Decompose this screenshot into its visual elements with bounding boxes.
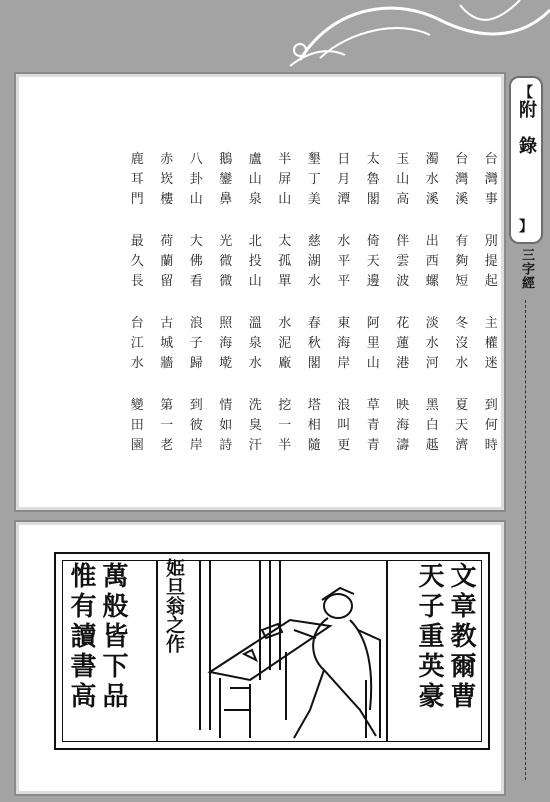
poem-character: 子	[189, 336, 203, 351]
poem-character: 邊	[366, 274, 380, 289]
poem-character: 墾	[307, 152, 321, 167]
poem-phrase	[426, 396, 439, 478]
poem-character: 花	[396, 316, 410, 331]
poem-character: 投	[248, 254, 262, 269]
poem-character: 映	[396, 398, 410, 413]
poem-character: 美	[307, 192, 321, 207]
poem-character: 青	[366, 438, 380, 453]
woodcut-divider-left	[156, 560, 158, 742]
poem-character: 山	[248, 274, 262, 289]
poem-character: 屏	[278, 172, 292, 187]
poem-character: 天	[455, 418, 469, 433]
poem-character: 山	[396, 172, 410, 187]
poem-phrase	[367, 396, 380, 478]
poem-character: 挖	[278, 398, 292, 413]
poem-character: 孤	[278, 254, 292, 269]
poem-character: 沒	[455, 336, 469, 351]
poem-phrase	[249, 150, 262, 232]
poem-character: 夏	[455, 398, 469, 413]
poem-character: 蘭	[160, 254, 174, 269]
poem-character: 魯	[366, 172, 380, 187]
poem-phrase	[190, 232, 203, 314]
poem-character: 阿	[366, 316, 380, 331]
poem-column	[447, 150, 477, 480]
poem-character: 海	[219, 336, 233, 351]
poem-character: 一	[160, 418, 174, 433]
poem-phrase	[160, 150, 173, 232]
poem-character: 水	[455, 356, 469, 371]
poem-character: 玉	[396, 152, 410, 167]
poem-phrase	[190, 396, 203, 478]
poem-phrase	[190, 150, 203, 232]
poem-character: 詩	[219, 438, 233, 453]
poem-character: 慈	[307, 234, 321, 249]
poem-character: 台	[130, 316, 144, 331]
poem-character: 灣	[484, 172, 498, 187]
poem-phrase	[426, 314, 439, 396]
poem-character: 太	[278, 234, 292, 249]
poem-character: 鵝	[219, 152, 233, 167]
poem-column	[359, 150, 389, 480]
woodcut-divider-right	[386, 560, 388, 742]
poem-character: 浪	[189, 316, 203, 331]
poem-character: 事	[484, 192, 498, 207]
poem-phrase	[131, 150, 144, 232]
poem-phrase	[278, 396, 291, 478]
poem-character: 權	[484, 336, 498, 351]
book-name: 三字經	[519, 248, 534, 290]
poem-character: 東	[337, 316, 351, 331]
poem-character: 一	[278, 418, 292, 433]
poem-character: 雲	[396, 254, 410, 269]
poem-character: 泥	[278, 336, 292, 351]
poem-character: 里	[366, 336, 380, 351]
poem-character: 迷	[484, 356, 498, 371]
poem-phrase	[190, 314, 203, 396]
poem-character: 長	[130, 274, 144, 289]
poem-character: 鑾	[219, 172, 233, 187]
poem-character: 鹿	[130, 152, 144, 167]
poem-phrase	[160, 314, 173, 396]
woodcut-signature: 姫旦翁之作	[163, 558, 185, 653]
poem-character: 耳	[130, 172, 144, 187]
poem-column	[477, 150, 507, 480]
poem-character: 汗	[248, 438, 262, 453]
poem-character: 主	[484, 316, 498, 331]
scholar-at-desk-drawing	[190, 560, 384, 740]
poem-character: 岸	[337, 356, 351, 371]
poem-phrase	[485, 314, 498, 396]
poem-column	[329, 150, 359, 480]
poem-phrase	[485, 232, 498, 314]
poem-character: 倚	[366, 234, 380, 249]
poem-column	[388, 150, 418, 480]
poem-character: 水	[248, 356, 262, 371]
poem-character: 水	[278, 316, 292, 331]
poem-character: 光	[219, 234, 233, 249]
poem-phrase	[455, 232, 468, 314]
poem-phrase	[219, 396, 232, 478]
poem-character: 閣	[366, 192, 380, 207]
poem-character: 江	[130, 336, 144, 351]
poem-phrase	[396, 150, 409, 232]
poem-character: 廠	[278, 356, 292, 371]
poem-character: 歸	[189, 356, 203, 371]
poem-character: 水	[425, 336, 439, 351]
poem-phrase	[249, 232, 262, 314]
poem-character: 時	[484, 438, 498, 453]
poem-phrase	[219, 150, 232, 232]
poem-character: 微	[219, 274, 233, 289]
poem-phrase	[396, 232, 409, 314]
poem-character: 伴	[396, 234, 410, 249]
poem-character: 黑	[425, 398, 439, 413]
poem-phrase	[426, 232, 439, 314]
poem-character: 海	[337, 336, 351, 351]
poem-character: 山	[189, 192, 203, 207]
poem-phrase	[308, 150, 321, 232]
poem-character: 春	[307, 316, 321, 331]
poem-character: 叫	[337, 418, 351, 433]
appendix-tab	[509, 76, 543, 244]
poem-character: 墘	[219, 356, 233, 371]
poem-character: 濁	[425, 152, 439, 167]
poem-character: 卦	[189, 172, 203, 187]
poem-character: 灣	[455, 172, 469, 187]
poem-character: 別	[484, 234, 498, 249]
poem-phrase	[131, 314, 144, 396]
poem-phrase	[160, 232, 173, 314]
poem-character: 水	[307, 274, 321, 289]
poem-column	[123, 150, 153, 480]
poem-phrase	[396, 314, 409, 396]
poem-character: 夠	[455, 254, 469, 269]
poem-character: 溪	[455, 192, 469, 207]
poem-phrase	[278, 150, 291, 232]
poem-character: 溪	[425, 192, 439, 207]
poem-character: 水	[337, 234, 351, 249]
poem-character: 牆	[160, 356, 174, 371]
poem-character: 西	[425, 254, 439, 269]
poem-character: 湖	[307, 254, 321, 269]
poem-phrase	[308, 314, 321, 396]
poem-phrase	[278, 314, 291, 396]
poem-column	[270, 150, 300, 480]
poem-column	[182, 150, 212, 480]
poem-column	[418, 150, 448, 480]
poem-character: 如	[219, 418, 233, 433]
poem-character: 情	[219, 398, 233, 413]
poem-character: 相	[307, 418, 321, 433]
poem-character: 秋	[307, 336, 321, 351]
poem-character: 潭	[337, 192, 351, 207]
poem-character: 佛	[189, 254, 203, 269]
poem-character: 半	[278, 438, 292, 453]
poem-character: 到	[484, 398, 498, 413]
poem-character: 臭	[248, 418, 262, 433]
poem-character: 濟	[455, 438, 469, 453]
poem-column	[211, 150, 241, 480]
poem-character: 白	[425, 418, 439, 433]
woodcut-illustration	[54, 552, 490, 750]
poem-character: 平	[337, 254, 351, 269]
poem-character: 照	[219, 316, 233, 331]
poem-character: 趆	[425, 438, 439, 453]
poem-character: 留	[160, 274, 174, 289]
poem-character: 最	[130, 234, 144, 249]
poem-column	[300, 150, 330, 480]
poem-character: 蓮	[396, 336, 410, 351]
poem-character: 台	[455, 152, 469, 167]
poem-phrase	[337, 232, 350, 314]
poem-character: 出	[425, 234, 439, 249]
poem-character: 山	[248, 172, 262, 187]
poem-character: 螺	[425, 274, 439, 289]
poem-character: 港	[396, 356, 410, 371]
poem-character: 園	[130, 438, 144, 453]
poem-phrase	[455, 314, 468, 396]
woodcut-left-line-1: 惟有讀書高	[66, 562, 96, 712]
poem-phrase	[131, 232, 144, 314]
poem-character: 半	[278, 152, 292, 167]
poem-character: 天	[366, 254, 380, 269]
appendix-title: 附錄	[516, 100, 537, 172]
poem-character: 何	[484, 418, 498, 433]
poem-character: 北	[248, 234, 262, 249]
poem-character: 月	[337, 172, 351, 187]
poem-character: 看	[189, 274, 203, 289]
poem-character: 有	[455, 234, 469, 249]
poem-phrase	[455, 150, 468, 232]
swirl-ornament-graphic	[0, 0, 550, 70]
tab-open-bracket: 【	[519, 85, 533, 101]
poem-phrase	[131, 396, 144, 478]
poem-character: 山	[278, 192, 292, 207]
poem-phrase	[367, 314, 380, 396]
poem-character: 隨	[307, 438, 321, 453]
poem-phrase	[485, 396, 498, 478]
poem-character: 赤	[160, 152, 174, 167]
poem-phrase	[219, 314, 232, 396]
poem-character: 洗	[248, 398, 262, 413]
poem-phrase	[160, 396, 173, 478]
poem-character: 彼	[189, 418, 203, 433]
poem-character: 荷	[160, 234, 174, 249]
poem-character: 淡	[425, 316, 439, 331]
poem-character: 冬	[455, 316, 469, 331]
poem-character: 單	[278, 274, 292, 289]
poem-phrase	[219, 232, 232, 314]
poem-character: 台	[484, 152, 498, 167]
poem-phrase	[337, 314, 350, 396]
poem-phrase	[278, 232, 291, 314]
poem-phrase	[308, 396, 321, 478]
poem-character: 提	[484, 254, 498, 269]
poem-character: 山	[366, 356, 380, 371]
poem-character: 泉	[248, 336, 262, 351]
poem-character: 微	[219, 254, 233, 269]
woodcut-right-line-2: 文章教爾曹	[446, 562, 476, 712]
poem-character: 平	[337, 274, 351, 289]
dashed-divider	[525, 300, 526, 780]
poem-phrase	[367, 150, 380, 232]
poem-character: 老	[160, 438, 174, 453]
poem-character: 濤	[396, 438, 410, 453]
poem-character: 短	[455, 274, 469, 289]
poem-character: 八	[189, 152, 203, 167]
poem-phrase	[249, 396, 262, 478]
poem-character: 久	[130, 254, 144, 269]
poem-column	[152, 150, 182, 480]
poem-column	[241, 150, 271, 480]
poem-character: 第	[160, 398, 174, 413]
woodcut-left-line-2: 萬般皆下品	[98, 562, 128, 712]
poem-character: 門	[130, 192, 144, 207]
poem-character: 青	[366, 418, 380, 433]
poem-phrase	[337, 396, 350, 478]
poem-character: 草	[366, 398, 380, 413]
poem-character: 大	[189, 234, 203, 249]
poem-character: 河	[425, 356, 439, 371]
poem-phrase	[249, 314, 262, 396]
poem-character: 到	[189, 398, 203, 413]
poem-character: 田	[130, 418, 144, 433]
poem-character: 閣	[307, 356, 321, 371]
poem-character: 樓	[160, 192, 174, 207]
poem-character: 浪	[337, 398, 351, 413]
poem-character: 溫	[248, 316, 262, 331]
poem-phrase	[367, 232, 380, 314]
poem-character: 塔	[307, 398, 321, 413]
poem-character: 變	[130, 398, 144, 413]
poem-character: 日	[337, 152, 351, 167]
poem-phrase	[308, 232, 321, 314]
poem-character: 泉	[248, 192, 262, 207]
tab-close-bracket: 】	[519, 219, 533, 235]
poem-character: 崁	[160, 172, 174, 187]
poem-phrase	[485, 150, 498, 232]
poem-character: 水	[425, 172, 439, 187]
poem-character: 丁	[307, 172, 321, 187]
poem-columns	[123, 150, 507, 480]
poem-phrase	[455, 396, 468, 478]
woodcut-right-line-1: 天子重英豪	[414, 562, 444, 712]
poem-phrase	[396, 396, 409, 478]
poem-phrase	[337, 150, 350, 232]
poem-character: 城	[160, 336, 174, 351]
poem-character: 海	[396, 418, 410, 433]
poem-character: 起	[484, 274, 498, 289]
poem-character: 水	[130, 356, 144, 371]
poem-character: 太	[366, 152, 380, 167]
poem-character: 古	[160, 316, 174, 331]
poem-phrase	[426, 150, 439, 232]
poem-character: 更	[337, 438, 351, 453]
poem-character: 高	[396, 192, 410, 207]
poem-character: 岸	[189, 438, 203, 453]
poem-character: 鼻	[219, 192, 233, 207]
poem-character: 波	[396, 274, 410, 289]
poem-character: 盧	[248, 152, 262, 167]
